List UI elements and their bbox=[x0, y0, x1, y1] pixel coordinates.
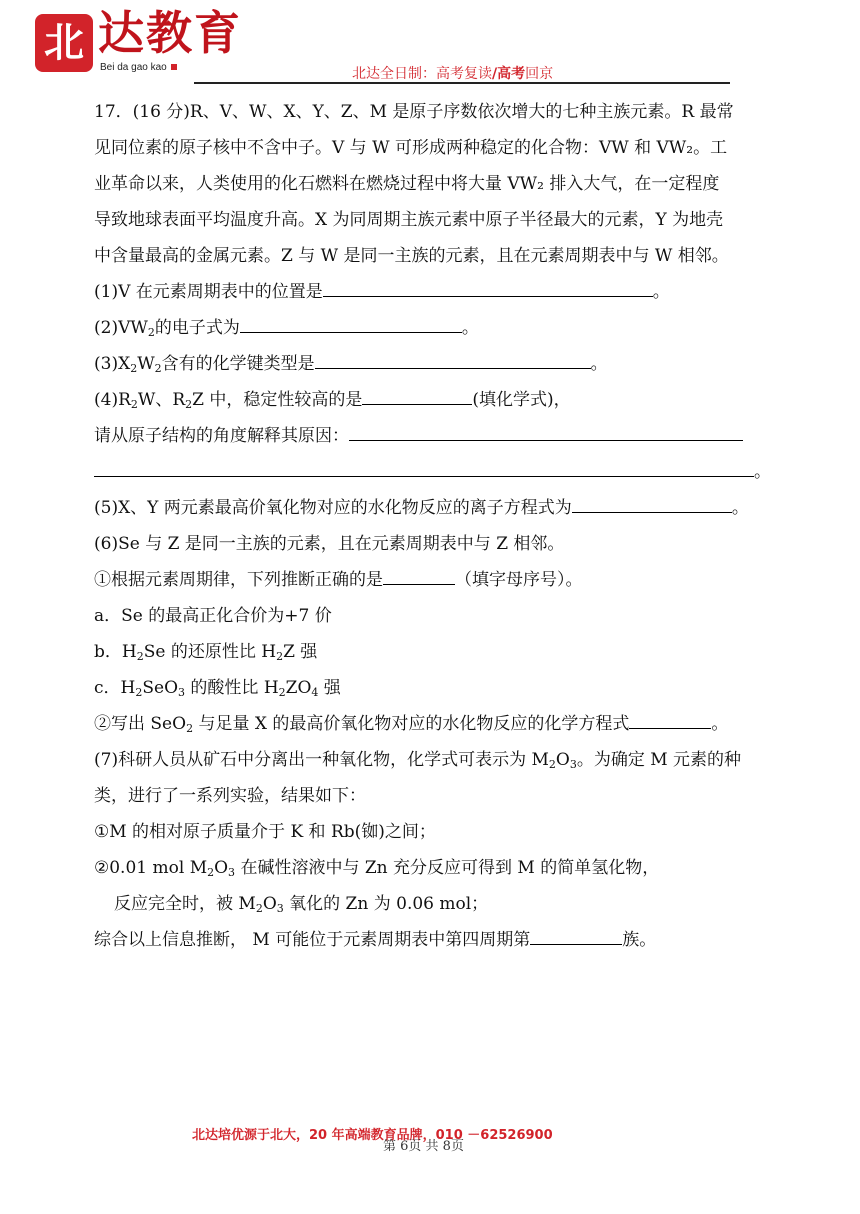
intro-line: 业革命以来，人类使用的化石燃料在燃烧过程中将大量 VW₂ 排入大气，在一定程度 bbox=[94, 174, 720, 194]
answer-blank[interactable] bbox=[572, 490, 732, 513]
q6-2: ②写出 SeO$_2$ 与足量 X 的最高价氧化物对应的水化物反应的化学方程式 。 bbox=[94, 706, 770, 742]
q3: $(3)X_2W_2$含有的化学键类型是 。 bbox=[94, 346, 770, 382]
answer-blank[interactable] bbox=[362, 382, 472, 405]
intro-line: 中含量最高的金属元素。Z 与 W 是同一主族的元素，且在元素周期表中与 W 相邻。 bbox=[94, 246, 729, 266]
answer-blank[interactable] bbox=[315, 346, 591, 369]
q1: (1)V 在元素周期表中的位置是 。 bbox=[94, 274, 770, 310]
header-divider bbox=[194, 82, 730, 84]
option-a: a．Se 的最高正化合价为+7 价 bbox=[94, 606, 332, 626]
q7-2: ②0.01 mol $M_2O_3$ 在碱性溶液中与 Zn 充分反应可得到 M 的简单氢化物， bbox=[94, 858, 660, 879]
intro-line: 17．(16 分)R、V、W、X、Y、Z、M 是原子序数依次增大的七种主族元素。R 最常 bbox=[94, 102, 734, 122]
logo-text: 达教育 bbox=[98, 6, 242, 60]
q7-1: ①M 的相对原子质量介于 K 和 Rb(铷)之间； bbox=[94, 822, 436, 842]
q7-4: 综合以上信息推断， M 可能位于元素周期表中第四周期第 族。 bbox=[94, 922, 770, 958]
option-b: b．$H_2Se$ 的还原性比 $H_2Z$ 强 bbox=[94, 642, 318, 663]
q6-1: ①根据元素周期律，下列推断正确的是 （填字母序号）。 bbox=[94, 562, 770, 598]
answer-blank[interactable] bbox=[323, 274, 653, 297]
answer-blank[interactable] bbox=[94, 454, 754, 477]
answer-blank[interactable] bbox=[240, 310, 462, 333]
q7-3: 反应完全时，被 $M_2O_3$ 氧化的 Zn 为 0.06 mol； bbox=[114, 894, 489, 915]
page-number: 第 6页 共 8页 bbox=[383, 1139, 464, 1154]
q7: (7)科研人员从矿石中分离出一种氧化物，化学式可表示为 $M_2O_3$。为确定 M 元素的种 bbox=[94, 750, 742, 771]
q4-line2: 请从原子结构的角度解释其原因： bbox=[94, 418, 770, 454]
footer-ad: 北达培优源于北大，20 年高端教育品牌，010 －62526900 bbox=[192, 1128, 553, 1143]
answer-blank[interactable] bbox=[349, 418, 743, 441]
logo-pinyin: Bei da gao kao bbox=[100, 62, 177, 73]
q4-line3: 。 bbox=[94, 454, 770, 490]
q4: $(4)R_2W$、$R_2Z$ 中，稳定性较高的是 (填化学式)， bbox=[94, 382, 770, 418]
option-c: c．$H_2SeO_3$ 的酸性比 $H_2ZO_4$ 强 bbox=[94, 678, 341, 699]
q7-line2: 类，进行了一系列实验，结果如下： bbox=[94, 786, 366, 806]
question-body bbox=[94, 94, 770, 958]
q5: (5)X、Y 两元素最高价氧化物对应的水化物反应的离子方程式为 。 bbox=[94, 490, 770, 526]
q6: (6)Se 与 Z 是同一主族的元素，且在元素周期表中与 Z 相邻。 bbox=[94, 534, 565, 554]
answer-blank[interactable] bbox=[383, 562, 455, 585]
intro-line: 导致地球表面平均温度升高。X 为同周期主族元素中原子半径最大的元素，Y 为地壳 bbox=[94, 210, 724, 230]
intro-line: 见同位素的原子核中不含中子。V 与 W 可形成两种稳定的化合物：VW 和 VW₂。工 bbox=[94, 138, 728, 158]
answer-blank[interactable] bbox=[629, 706, 711, 729]
logo-mark: 北 bbox=[35, 14, 93, 72]
answer-blank[interactable] bbox=[530, 922, 622, 945]
square-icon bbox=[171, 64, 177, 70]
header-slogan: 北达全日制：高考复读/高考回京 bbox=[352, 66, 554, 82]
q2: $(2)VW_2$的电子式为 。 bbox=[94, 310, 770, 346]
